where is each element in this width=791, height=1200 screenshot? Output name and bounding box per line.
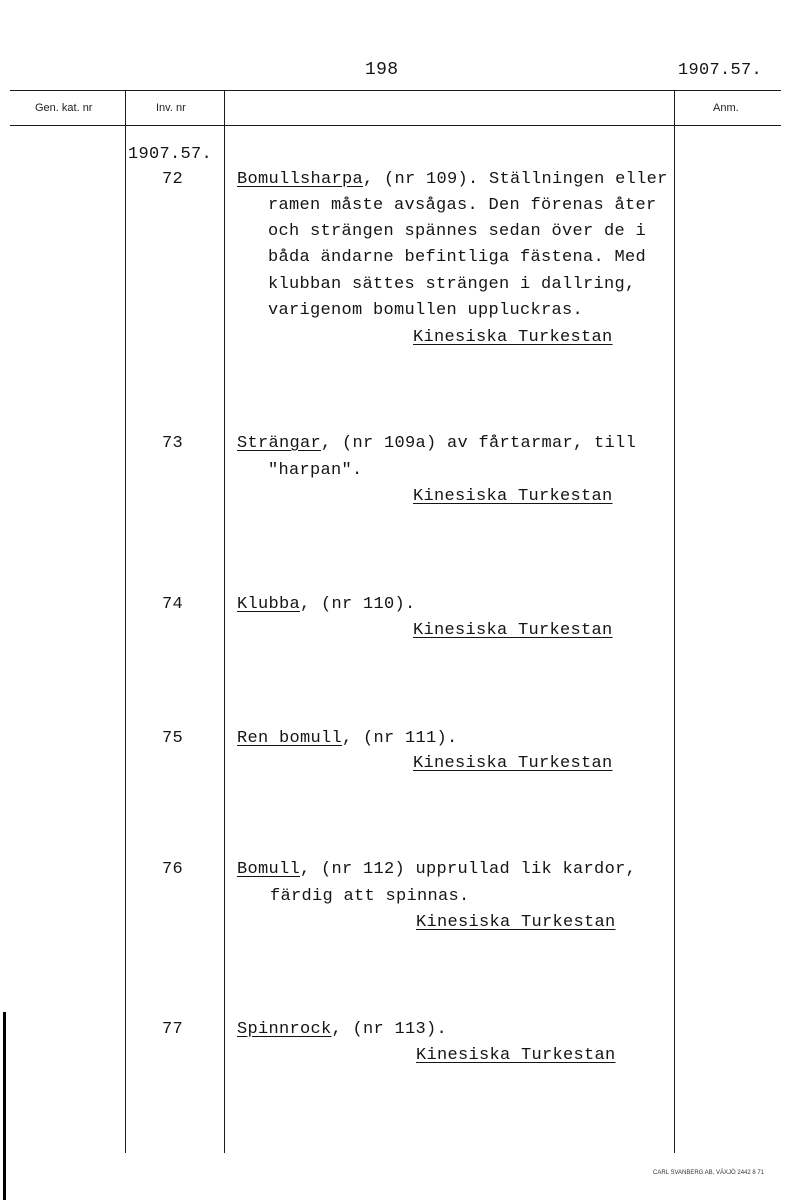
inv-nr-76: 76 bbox=[162, 860, 184, 879]
entry-74-origin: Kinesiska Turkestan bbox=[413, 621, 613, 640]
entry-76-line-2: färdig att spinnas. bbox=[270, 887, 470, 906]
entry-72-line-3: och strängen spännes sedan över de i bbox=[268, 222, 647, 241]
entry-74-line-1: Klubba, (nr 110). bbox=[237, 595, 416, 614]
entry-75-line-1: Ren bomull, (nr 111). bbox=[237, 729, 458, 748]
entry-75-origin: Kinesiska Turkestan bbox=[413, 754, 613, 773]
entry-72-line-5: klubban sättes strängen i dallring, bbox=[268, 275, 636, 294]
printer-imprint: CARL SVANBERG AB, VÄXJÖ 2442 8 71 bbox=[653, 1170, 765, 1176]
column-header-gen-kat-nr: Gen. kat. nr bbox=[35, 102, 93, 114]
entry-72-title: Bomullsharpa bbox=[237, 170, 364, 189]
entry-77-line-1: Spinnrock, (nr 113). bbox=[237, 1020, 448, 1039]
page-number: 198 bbox=[365, 60, 399, 80]
entry-72-line-4: båda ändarne befintliga fästena. Med bbox=[268, 248, 647, 267]
entry-72-line-2: ramen måste avsågas. Den förenas åter bbox=[268, 196, 657, 215]
series-number-header: 1907.57. bbox=[678, 61, 763, 80]
entry-75-title: Ren bomull bbox=[237, 729, 343, 748]
column-header-anm: Anm. bbox=[713, 102, 739, 114]
inv-nr-74: 74 bbox=[162, 595, 184, 614]
column-divider-3 bbox=[674, 90, 675, 1153]
entry-73-line-2: "harpan". bbox=[268, 461, 363, 480]
column-divider-1 bbox=[125, 90, 126, 1153]
entry-73-title: Strängar bbox=[237, 434, 322, 453]
entry-74-title: Klubba bbox=[237, 595, 301, 614]
series-label: 1907.57. bbox=[128, 145, 213, 164]
inv-nr-73: 73 bbox=[162, 434, 184, 453]
entry-73-origin: Kinesiska Turkestan bbox=[413, 487, 613, 506]
left-margin-bar bbox=[3, 1012, 6, 1200]
entry-76-title: Bomull bbox=[237, 860, 301, 879]
entry-77-origin: Kinesiska Turkestan bbox=[416, 1046, 616, 1065]
inv-nr-72: 72 bbox=[162, 170, 184, 189]
entry-72-origin: Kinesiska Turkestan bbox=[413, 328, 613, 347]
entry-77-title: Spinnrock bbox=[237, 1020, 332, 1039]
entry-76-origin: Kinesiska Turkestan bbox=[416, 913, 616, 932]
entry-73-line-1: Strängar, (nr 109a) av fårtarmar, till bbox=[237, 434, 637, 453]
column-header-inv-nr: Inv. nr bbox=[156, 102, 186, 114]
inv-nr-75: 75 bbox=[162, 729, 184, 748]
entry-72-line-6: varigenom bomullen uppluckras. bbox=[268, 301, 584, 320]
entry-76-line-1: Bomull, (nr 112) upprullad lik kardor, bbox=[237, 860, 637, 879]
column-divider-2 bbox=[224, 90, 225, 1153]
entry-72-line-1: Bomullsharpa, (nr 109). Ställningen eller bbox=[237, 170, 668, 189]
inv-nr-77: 77 bbox=[162, 1020, 184, 1039]
